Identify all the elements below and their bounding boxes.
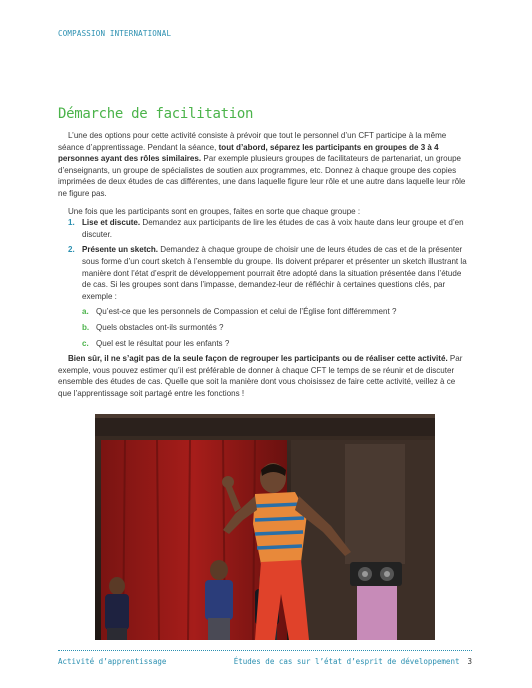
question-letter: b. <box>82 322 90 332</box>
dancing-children-photo <box>95 414 435 640</box>
intro-bold: tout d’abord, séparez les participants en groupes de 3 à 4 personnes ayant des rôles similaires. <box>58 142 439 164</box>
step-text: Demandez à chaque groupe de choisir une de leurs études de cas et de la présenter sous forme d’un court sketch à l’ensemble du groupe. Ils doivent préparer et présenter un sketch illustrant la manière dont l’état d’esprit de développement pourrait être adopté dans la situation présentée dans l’étude de cas. Si les groupes sont dans l’impasse, demandez-leur de réfléchir à certaines questions clés, par exemple : <box>82 245 467 301</box>
closing-paragraph <box>58 353 470 399</box>
question-item <box>82 338 470 350</box>
question-item <box>82 306 470 318</box>
step-text: Demandez aux participants de lire les études de cas à voix haute dans leur groupe et d’en discuter. <box>82 218 464 239</box>
footer-document-title <box>234 657 472 666</box>
footer-section-label: Activité d’apprentissage <box>58 657 167 666</box>
closing-bold: Bien sûr, il ne s’agit pas de la seule façon de regrouper les participants ou de réaliser cette activité. <box>68 354 448 364</box>
question-item <box>82 322 470 334</box>
steps-list <box>58 217 470 349</box>
intro-paragraph <box>58 130 470 200</box>
step-item <box>58 244 470 349</box>
question-text: Qu’est-ce que les personnels de Compassion et celui de l’Église font différemment ? <box>96 307 397 317</box>
section-title: Démarche de facilitation <box>58 106 254 122</box>
step-title: Présente un sketch. <box>82 245 159 255</box>
closing-text: Par exemple, vous pouvez estimer qu’il est préférable de donner à chaque CFT le temps de se réunir et de discuter ensemble des études de cas. Quelle que soit la manière dont vous choisissez de faire cette activité, veillez à ce que l’apprentissage soit partagé entre les fonctions ! <box>58 354 463 398</box>
body-content <box>58 130 470 405</box>
lead-paragraph: Une fois que les participants sont en groupes, faites en sorte que chaque groupe : <box>68 206 361 216</box>
question-letter: c. <box>82 338 89 348</box>
intro-text-1: L’une des options pour cette activité consiste à prévoir que tout le personnel d’un CFT participe à la même séance d’apprentissage. Pendant la séance, <box>58 131 447 152</box>
question-text: Quels obstacles ont-ils surmontés ? <box>96 322 224 332</box>
page-number: 3 <box>467 657 472 666</box>
step-number: 2. <box>68 245 75 255</box>
step-title: Lise et discute. <box>82 218 141 228</box>
footer-title-text: Études de cas sur l’état d’esprit de développement <box>233 657 460 666</box>
question-letter: a. <box>82 307 89 317</box>
step-item <box>58 217 470 240</box>
question-text: Quel est le résultat pour les enfants ? <box>96 338 230 348</box>
header-org: COMPASSION INTERNATIONAL <box>58 29 172 38</box>
questions-list <box>82 306 470 349</box>
intro-text-2: Par exemple plusieurs groupes de facilitateurs de partenariat, un groupe d’enseignants, un groupe de spécialistes de soutien aux programmes, etc. Donnez à chaque groupe des copies imprimées de deux études de cas différentes, une dans laquelle figure leur rôle et une autre dans laquelle leur rôle ne figure pas. <box>58 154 466 198</box>
step-number: 1. <box>68 218 75 228</box>
footer-divider <box>58 650 472 651</box>
